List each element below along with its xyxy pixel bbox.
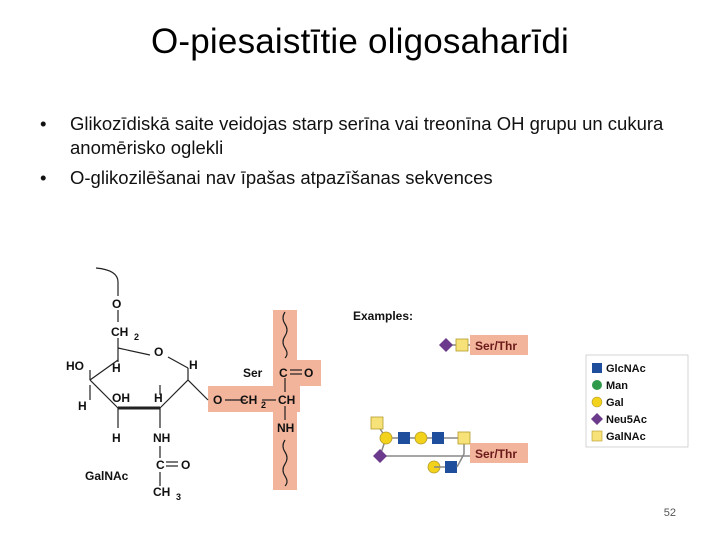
residue-tag-label: Ser/Thr — [475, 447, 518, 461]
legend — [586, 355, 688, 447]
atom-label: O — [304, 366, 314, 380]
slide-title: O-piesaistītie oligosaharīdi — [150, 22, 570, 61]
atom-label: NH — [277, 421, 295, 435]
atom-label: CH — [111, 325, 129, 339]
glcnac-square — [398, 432, 410, 444]
atom-label: H — [189, 358, 198, 372]
galnac-square — [371, 417, 383, 429]
atom-label: O — [213, 393, 223, 407]
ring-bond — [160, 380, 188, 408]
bullet-dot: • — [40, 167, 47, 188]
glcnac-square — [432, 432, 444, 444]
bullet-dot: • — [40, 113, 47, 134]
legend-man-icon — [592, 380, 602, 390]
legend-label: GlcNAc — [606, 363, 646, 375]
atom-label: CH — [153, 485, 171, 499]
ring-bond — [168, 357, 188, 368]
ring-bond — [118, 348, 150, 355]
atom-label: H — [154, 391, 163, 405]
atom-label: CH — [240, 393, 258, 407]
legend-label: Neu5Ac — [606, 414, 647, 426]
atom-label: 2 — [261, 400, 267, 410]
atom-label: O — [154, 345, 164, 359]
atom-label: H — [112, 361, 121, 375]
legend-label: Gal — [606, 397, 624, 409]
legend-label: GalNAc — [606, 431, 646, 443]
atom-label: H — [112, 431, 121, 445]
atom-label: C — [279, 366, 288, 380]
bullet-text: Glikozīdiskā saite veidojas starp serīna vai treonīna OH grupu un cukura anomērisko oglekli — [70, 113, 664, 158]
atom-label: O — [181, 458, 191, 472]
legend-gal-icon — [592, 397, 602, 407]
atom-label: H — [78, 399, 87, 413]
atom-label: C — [156, 458, 165, 472]
bond — [188, 380, 208, 400]
residue-tag-label: Ser/Thr — [475, 339, 518, 353]
legend-glcnac-icon — [592, 363, 602, 373]
bullet-text: O-glikozilēšanai nav īpašas atpazīšanas sekvences — [70, 167, 493, 188]
atom-label: NH — [153, 431, 171, 445]
galnac-square — [456, 339, 468, 351]
neu5ac-diamond — [373, 449, 387, 463]
atom-label: 2 — [134, 332, 140, 342]
gal-circle — [415, 432, 427, 444]
neu5ac-diamond — [439, 338, 453, 352]
examples-label: Examples: — [353, 309, 414, 323]
legend-label: Man — [606, 380, 628, 392]
atom-label: O — [112, 297, 122, 311]
legend-galnac-icon — [592, 431, 602, 441]
glycan-chain-curve — [96, 268, 118, 296]
gal-circle — [380, 432, 392, 444]
atom-label: OH — [112, 391, 130, 405]
glcnac-square — [445, 461, 457, 473]
atom-label: CH — [278, 393, 296, 407]
atom-label: HO — [66, 359, 84, 373]
atom-label: 3 — [176, 492, 182, 502]
galnac-square — [458, 432, 470, 444]
page-number: 52 — [663, 507, 676, 519]
sugar-name-label: GalNAc — [85, 469, 129, 483]
peptide-label-ser: Ser — [243, 366, 263, 380]
